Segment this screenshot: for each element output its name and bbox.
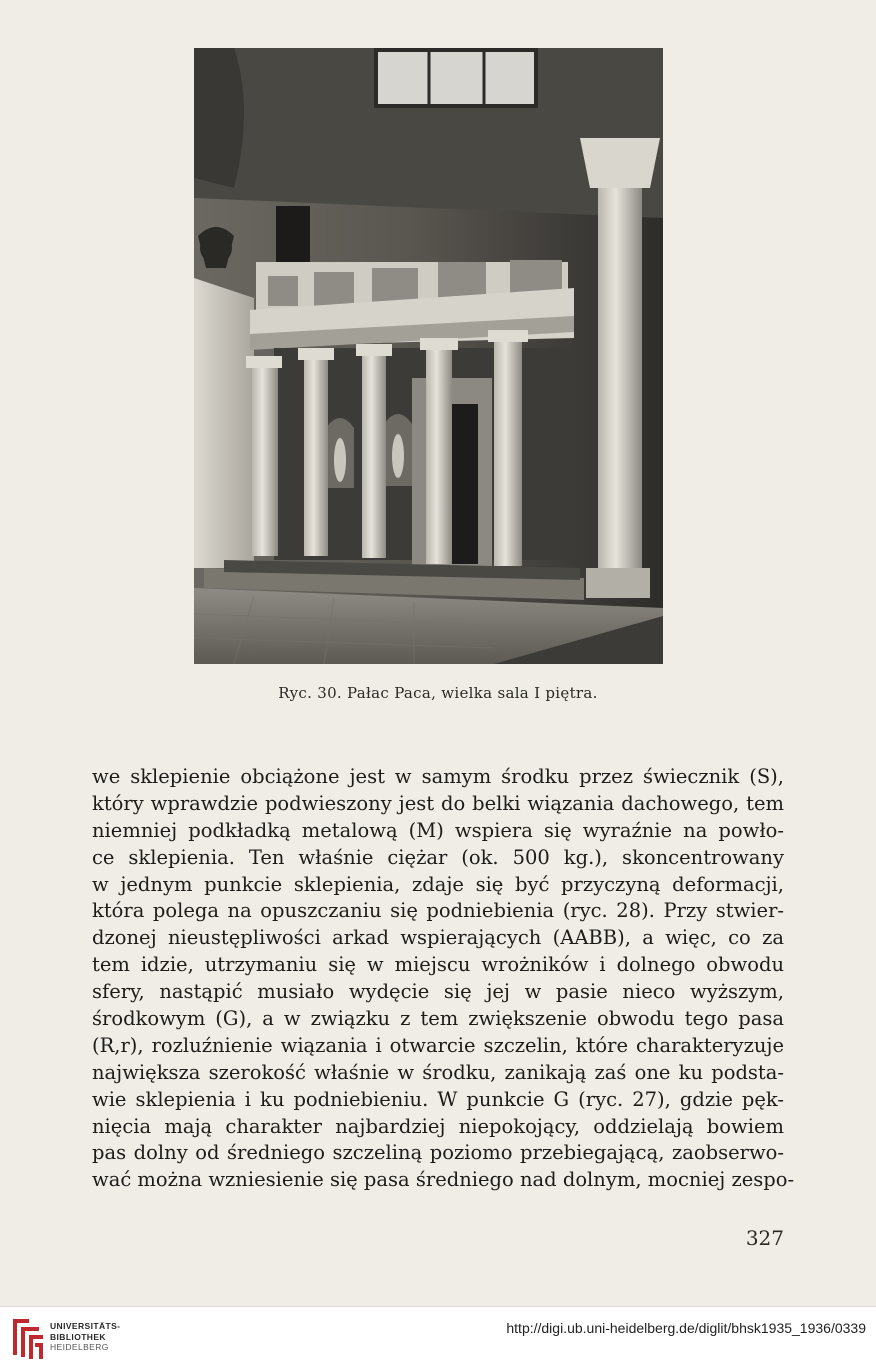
- text-line: pas dolny od średniego szczeliną poziomo przebiegającą, zaobserwo-: [92, 1141, 784, 1165]
- text-line: (R,r), rozluźnienie wiązania i otwarcie szczelin, które charakteryzuje: [92, 1033, 784, 1057]
- text-line: dzonej nieustępliwości arkad wspierających (AABB), a więc, co za: [92, 926, 784, 950]
- library-name-line: UNIVERSITÄTS-: [50, 1321, 121, 1331]
- text-line: niemniej podkładką metalową (M) wspiera się wyraźnie na powło-: [92, 818, 784, 842]
- text-line: wać można wzniesienie się pasa średniego nad dolnym, mocniej zespo-: [92, 1168, 795, 1192]
- footer-bar: [0, 1306, 876, 1370]
- page-number: 327: [745, 1226, 784, 1250]
- hall-photograph: [194, 48, 663, 664]
- text-line: sfery, nastąpić musiało wydęcie się jej w pasie nieco wyższym,: [92, 980, 784, 1004]
- text-line: która polega na opuszczaniu się podniebienia (ryc. 28). Przy stwier-: [92, 899, 784, 923]
- source-url-link[interactable]: http://digi.ub.uni-heidelberg.de/diglit/bhsk1935_1936/0339: [506, 1320, 866, 1336]
- text-line: środkowym (G), a w związku z tem zwiększenie obwodu tego pasa: [92, 1007, 784, 1031]
- photograph-hall-colonnade: [194, 48, 663, 664]
- library-name-line: HEIDELBERG: [50, 1342, 109, 1352]
- text-line: wie sklepienia i ku podniebieniu. W punkcie G (ryc. 27), gdzie pęk-: [92, 1087, 784, 1111]
- text-line: który wprawdzie podwieszony jest do belki wiązania dachowego, tem: [92, 791, 784, 815]
- text-line: w jednym punkcie sklepienia, zdaje się być przyczyną deformacji,: [92, 872, 784, 896]
- library-logo-icon: [9, 1315, 45, 1361]
- text-line: tem idzie, utrzymaniu się w miejscu wrożników i dolnego obwodu: [92, 953, 784, 977]
- text-line: we sklepienie obciążone jest w samym środku przez świecznik (S),: [92, 765, 784, 788]
- body-text: [92, 764, 795, 1194]
- library-name: [50, 1321, 120, 1353]
- text-line: największa szerokość właśnie w środku, zanikają zaś one ku podsta-: [92, 1060, 784, 1084]
- figure-caption: Ryc. 30. Pałac Paca, wielka sala I piętra.: [278, 684, 598, 702]
- library-name-line: BIBLIOTHEK: [50, 1331, 106, 1342]
- text-line: nięcia mają charakter najbardziej niepokojący, oddzielają bowiem: [92, 1114, 784, 1138]
- text-line: ce sklepienia. Ten właśnie ciężar (ok. 500 kg.), skoncentrowany: [92, 845, 784, 869]
